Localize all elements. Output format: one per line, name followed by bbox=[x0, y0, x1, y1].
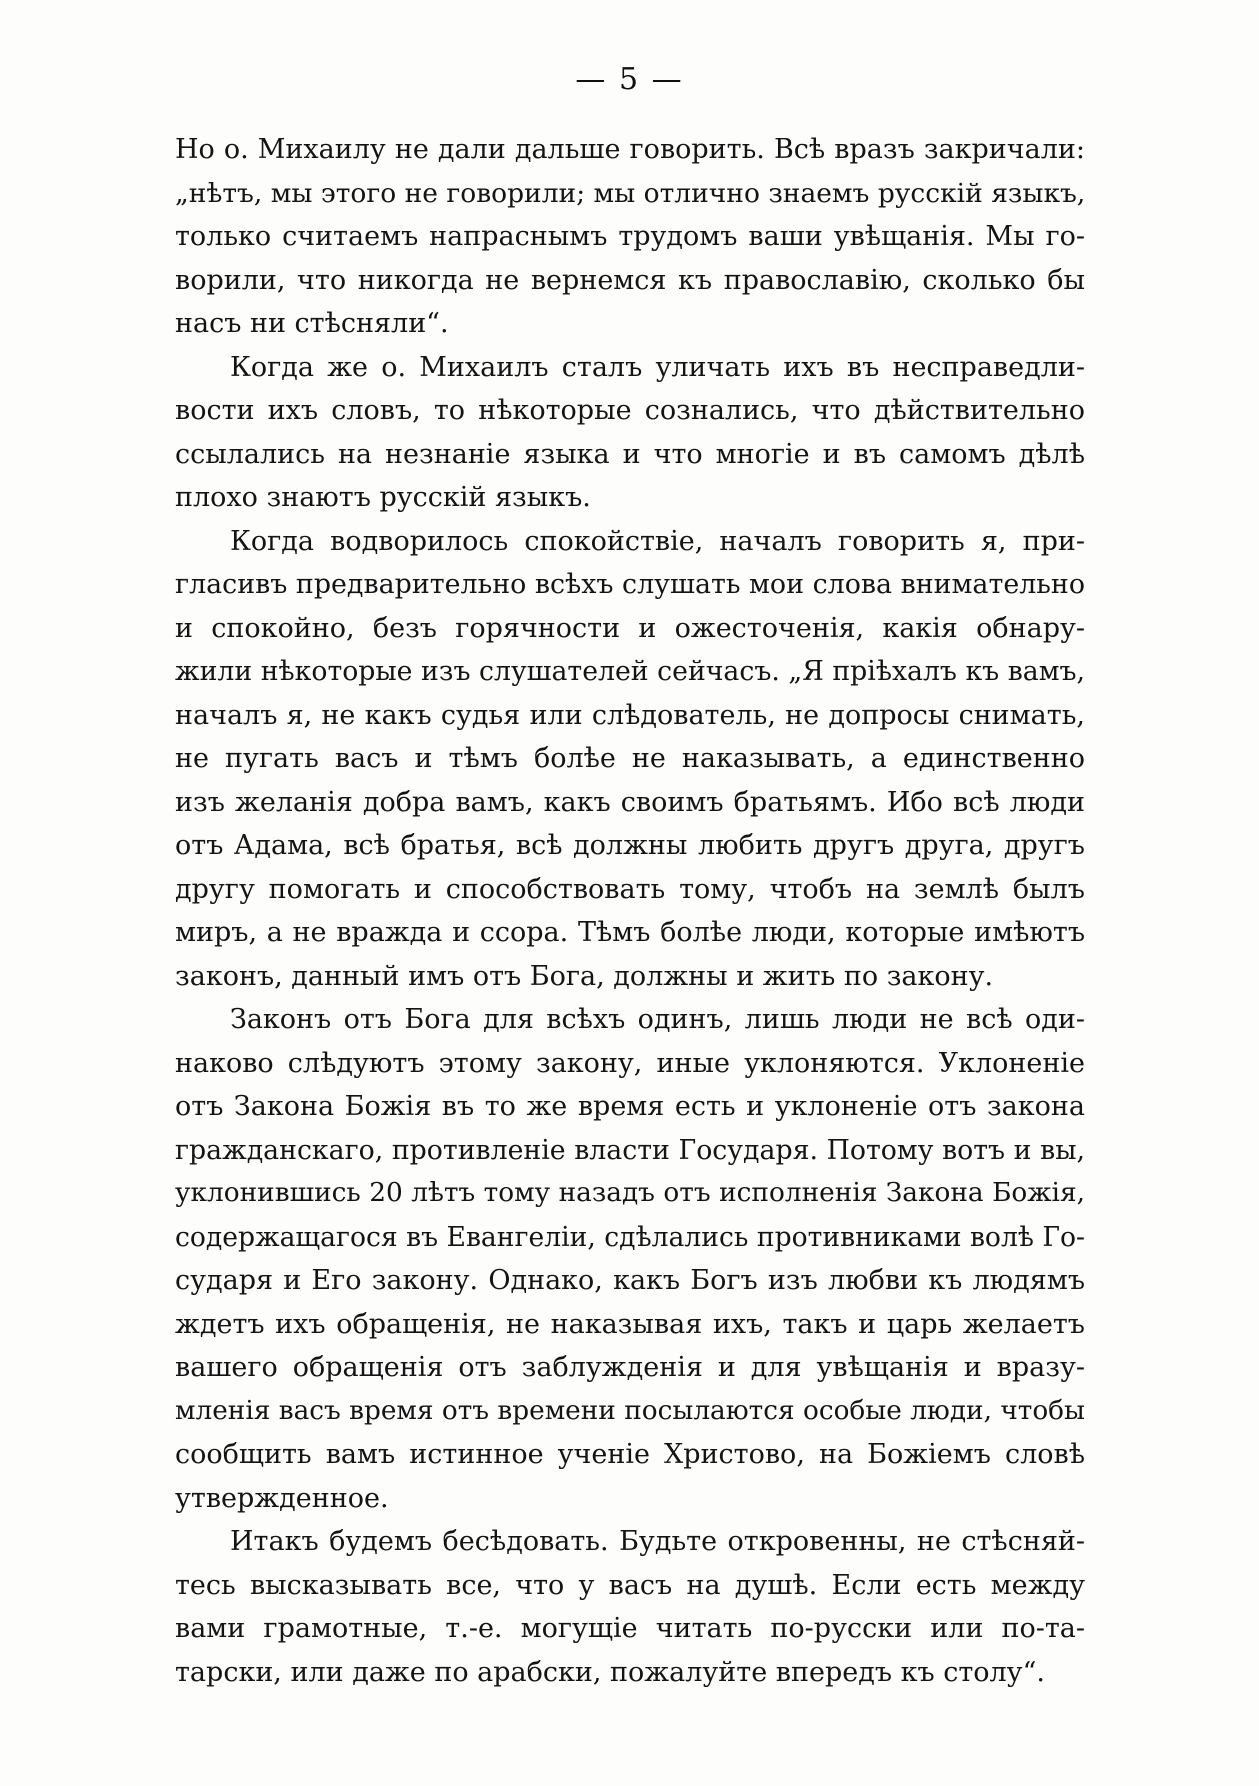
text-line: ворили, что никогда не вернемся къ православію, сколько бы bbox=[175, 264, 1085, 296]
paragraph bbox=[175, 998, 1085, 1520]
text-line: и спокойно, безъ горячности и ожесточенія, какія обнару- bbox=[175, 612, 1085, 644]
text-line: не пугать васъ и тѣмъ болѣе не наказывать, а единственно bbox=[175, 743, 1085, 774]
text-line: миръ, а не вражда и ссора. Тѣмъ болѣе люди, которые имѣютъ bbox=[175, 917, 1085, 948]
text-line: вости ихъ словъ, то нѣкоторые сознались, что дѣйствительно bbox=[175, 395, 1085, 426]
text-line: жили нѣкоторые изъ слушателей сейчасъ. „Я пріѣхалъ къ вамъ, bbox=[175, 656, 1085, 687]
paragraph bbox=[175, 1520, 1085, 1694]
text-line: началъ я, не какъ судья или слѣдователь, не допросы снимать, bbox=[175, 699, 1085, 731]
text-line: Когда водворилось спокойствіе, началъ говорить я, при- bbox=[230, 525, 1085, 557]
text-line: насъ ни стѣсняли“. bbox=[175, 308, 449, 339]
text-line: сообщить вамъ истинное ученіе Христово, на Божіемъ словѣ bbox=[175, 1439, 1085, 1470]
text-line: утвержденное. bbox=[175, 1482, 389, 1514]
paragraph bbox=[175, 128, 1085, 346]
text-line: мленія васъ время отъ времени посылаются особые люди, чтобы bbox=[175, 1395, 1085, 1426]
text-line: законъ, данный имъ отъ Бога, должны и жить по закону. bbox=[175, 960, 994, 992]
text-line: изъ желанія добра вамъ, какъ своимъ братьямъ. Ибо всѣ люди bbox=[175, 786, 1085, 818]
text-line: наково слѣдуютъ этому закону, иные уклоняются. Уклоненіе bbox=[175, 1047, 1085, 1079]
text-line: Законъ отъ Бога для всѣхъ одинъ, лишь люди не всѣ оди- bbox=[230, 1004, 1085, 1035]
text-line: Но о. Михаилу не дали дальше говорить. Всѣ вразъ закричали: bbox=[175, 134, 1085, 165]
text-line: сударя и Его закону. Однако, какъ Богъ изъ любви къ людямъ bbox=[175, 1265, 1085, 1296]
page-number: — 5 — bbox=[575, 62, 684, 97]
text-line: другу помогать и способствовать тому, чтобъ на землѣ былъ bbox=[175, 873, 1085, 905]
text-line: вашего обращенія отъ заблужденія и для увѣщанія и вразу- bbox=[175, 1352, 1085, 1383]
text-line: только считаемъ напраснымъ трудомъ ваши увѣщанія. Мы го- bbox=[175, 221, 1085, 252]
text-line: тесь высказывать все, что у васъ на душѣ. Если есть между bbox=[175, 1569, 1085, 1601]
text-line: „нѣтъ, мы этого не говорили; мы отлично знаемъ русскій языкъ, bbox=[175, 177, 1086, 209]
text-line: плохо знаютъ русскій языкъ. bbox=[175, 482, 591, 513]
text-line: ссылались на незнаніе языка и что многіе и въ самомъ дѣлѣ bbox=[175, 438, 1085, 470]
text-line: тарски, или даже по арабски, пожалуйте впередъ къ столу“. bbox=[175, 1656, 1045, 1688]
text-line: ждетъ ихъ обращенія, не наказывая ихъ, такъ и царь желаетъ bbox=[175, 1308, 1085, 1340]
text-line: Когда же о. Михаилъ сталъ уличать ихъ въ несправедли- bbox=[230, 351, 1085, 383]
text-line: отъ Закона Божія въ то же время есть и уклоненіе отъ закона bbox=[175, 1091, 1085, 1122]
text-line: Итакъ будемъ бесѣдовать. Будьте откровенны, не стѣсняй- bbox=[230, 1526, 1085, 1557]
paragraph bbox=[175, 346, 1085, 520]
text-line: вами грамотные, т.-е. могущіе читать по-русски или по-та- bbox=[175, 1613, 1085, 1644]
text-line: гласивъ предварительно всѣхъ слушать мои слова внимательно bbox=[175, 569, 1086, 600]
body-text bbox=[175, 128, 1085, 1694]
text-line: содержащагося въ Евангеліи, сдѣлались противниками волѣ Го- bbox=[175, 1221, 1085, 1253]
paragraph bbox=[175, 520, 1085, 999]
text-line: отъ Адама, всѣ братья, всѣ должны любить другъ друга, другъ bbox=[175, 830, 1085, 861]
text-line: гражданскаго, противленіе власти Государя. Потому вотъ и вы, bbox=[175, 1134, 1085, 1166]
text-line: уклонившись 20 лѣтъ тому назадъ отъ исполненія Закона Божія, bbox=[175, 1178, 1085, 1208]
